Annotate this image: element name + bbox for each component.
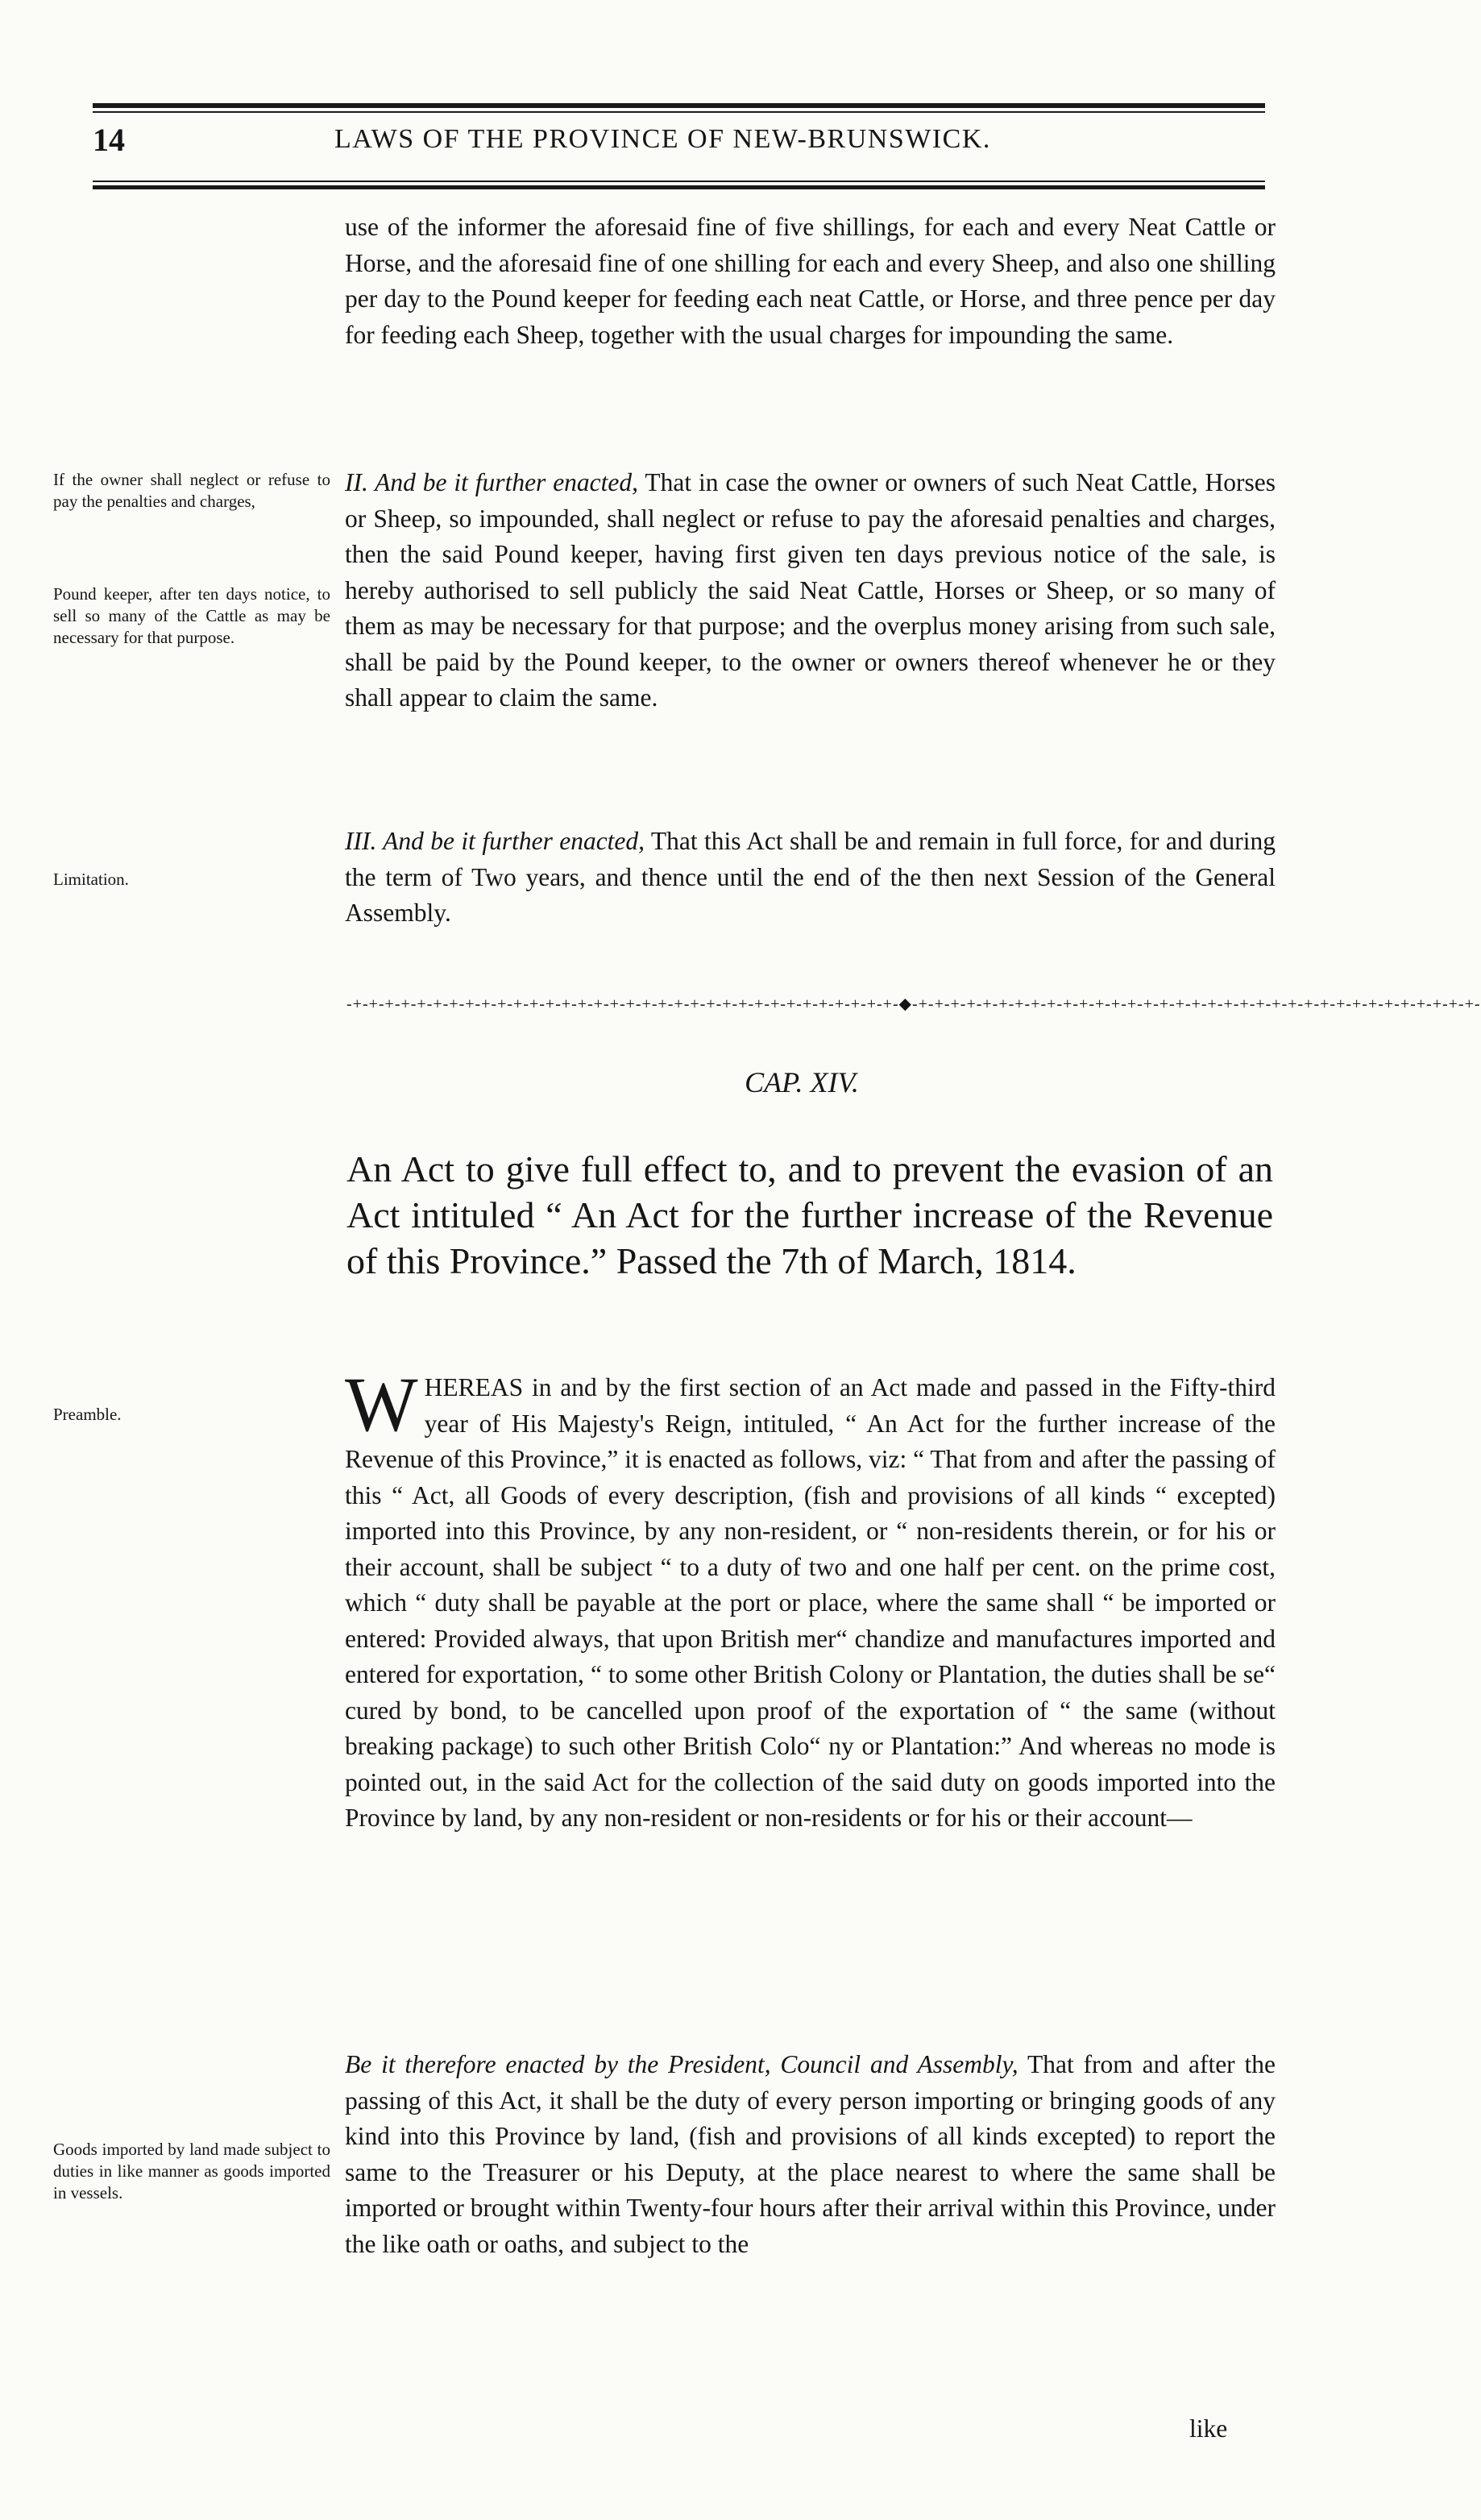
- preamble-block: [345, 1361, 1276, 1837]
- margin-note-limitation: Limitation.: [53, 870, 129, 889]
- opening-paragraph: use of the informer the aforesaid fine of five shillings, for each and every Neat Cattle or Horse, and the aforesaid fine of one shilling for each and every Sheep, and also one shilling per day to the Pound keeper for feeding each neat Cattle, or Horse, and three pence per day for feeding each Sheep, together with the usual charges for impounding the same.: [345, 213, 1276, 349]
- margin-note-owner-neglect: If the owner shall neglect or refuse to pay the penalties and charges,: [53, 470, 330, 511]
- header-rule-thin: [93, 181, 1265, 182]
- section-two-text: That in case the owner or owners of such Neat Cattle, Horses or Sheep, so impounded, shall neglect or refuse to pay the aforesaid penalties and charges, then the said Pound keeper, having first given ten days previous notice of the sale, is hereby authorised to sell publicly the said Neat Cattle, Horses or Sheep, or so many of them as may be necessary for that purpose; and the overplus money arising from such sale, shall be paid by the Pound keeper, to the owner or owners thereof whenever he or they shall appear to claim the same.: [345, 468, 1276, 712]
- preamble-paragraph: [345, 1361, 1276, 1837]
- section-two-lead: II. And be it further enacted,: [345, 468, 639, 496]
- section-three-text: That this Act shall be and remain in full force, for and during the term of Two years, and thence until the end of the then next Session of the General Assembly.: [345, 827, 1276, 927]
- top-rule-thick: [93, 103, 1265, 108]
- section-ornament: -+-+-+-+-+-+-+-+-+-+-+-+-+-+-+-+-+-+-+-+-+-+-+-+-+-+-+-+-+-+-+-+-+-+-◆-+-+-+-+-+-+-+-+-+-+-+-+-+-+-+-+-+-+-+-+-+-+-+-+-+-+-+-+-+-+-+-+-+-+-+-: [346, 995, 1481, 1013]
- margin-note-preamble: Preamble.: [53, 1405, 122, 1424]
- enacting-paragraph: [345, 2047, 1276, 2262]
- header-rule-thick: [93, 185, 1265, 189]
- page-header: [93, 121, 1265, 161]
- cap-heading: CAP. XIV.: [745, 1066, 859, 1098]
- catchword: like: [1189, 2414, 1228, 2443]
- running-title: LAWS OF THE PROVINCE OF NEW-BRUNSWICK.: [334, 124, 991, 154]
- section-three-lead: III. And be it further enacted,: [345, 827, 645, 855]
- drop-cap: W: [345, 1361, 418, 1447]
- enacting-block: [345, 2047, 1276, 2262]
- section-two: [345, 465, 1276, 716]
- section-three: [345, 824, 1276, 932]
- preamble-text: HEREAS in and by the first section of an Act made and passed in the Fifty-third year of His Majesty's Reign, intituled, “ An Act for the further increase of the Revenue of this Province,” it is enacted as follows, viz: “ That from and after the passing of this “ Act, all Goods of every description, (fish and provisions of all kinds “ excepted) imported into this Province, by any non-resident, or “ non-residents therein, or for his or their account, shall be subject “ to a duty of two and one half per cent. on the prime cost, which “ duty shall be payable at the port or place, where the same shall “ be imported or entered: Provided always, that upon British mer“ chandize and manufactures imported and entered for exportation, “ to some other British Colony or Plantation, the duties shall be se“ cured by bond, to be cancelled upon proof of the exportation of “ the same (without breaking package) to such other British Colo“ ny or Plantation:” And whereas no mode is pointed out, in the said Act for the collection of the said duty on goods imported into the Province by land, by any non-resident or non-residents or for his or their account—: [345, 1373, 1276, 1832]
- section-three-block: [345, 824, 1276, 932]
- section-two-block: [345, 465, 1276, 716]
- act-title: An Act to give full effect to, and to prevent the evasion of an Act intituled “ An Act for the further increase of the Revenue of this Province.” Passed the 7th of March, 1814.: [346, 1148, 1273, 1281]
- top-rule-thin: [93, 111, 1265, 113]
- enacting-lead: Be it therefore enacted by the President, Council and Assembly,: [345, 2050, 1018, 2078]
- margin-note-pound-keeper: Pound keeper, after ten days notice, to sell so many of the Cattle as may be necessary for that purpose.: [53, 584, 330, 647]
- enacting-text: That from and after the passing of this Act, it shall be the duty of every person importing or bringing goods of any kind into this Province by land, (fish and provisions of all kinds excepted) to report the same to the Treasurer or his Deputy, at the place nearest to where the same shall be imported or brought within Twenty-four hours after their arrival within this Province, under the like oath or oaths, and subject to the: [345, 2050, 1276, 2258]
- margin-note-goods-imported: Goods imported by land made subject to duties in like manner as goods imported in vessels.: [53, 2140, 330, 2202]
- opening-paragraph-block: [345, 210, 1276, 353]
- page-number: 14: [93, 122, 125, 158]
